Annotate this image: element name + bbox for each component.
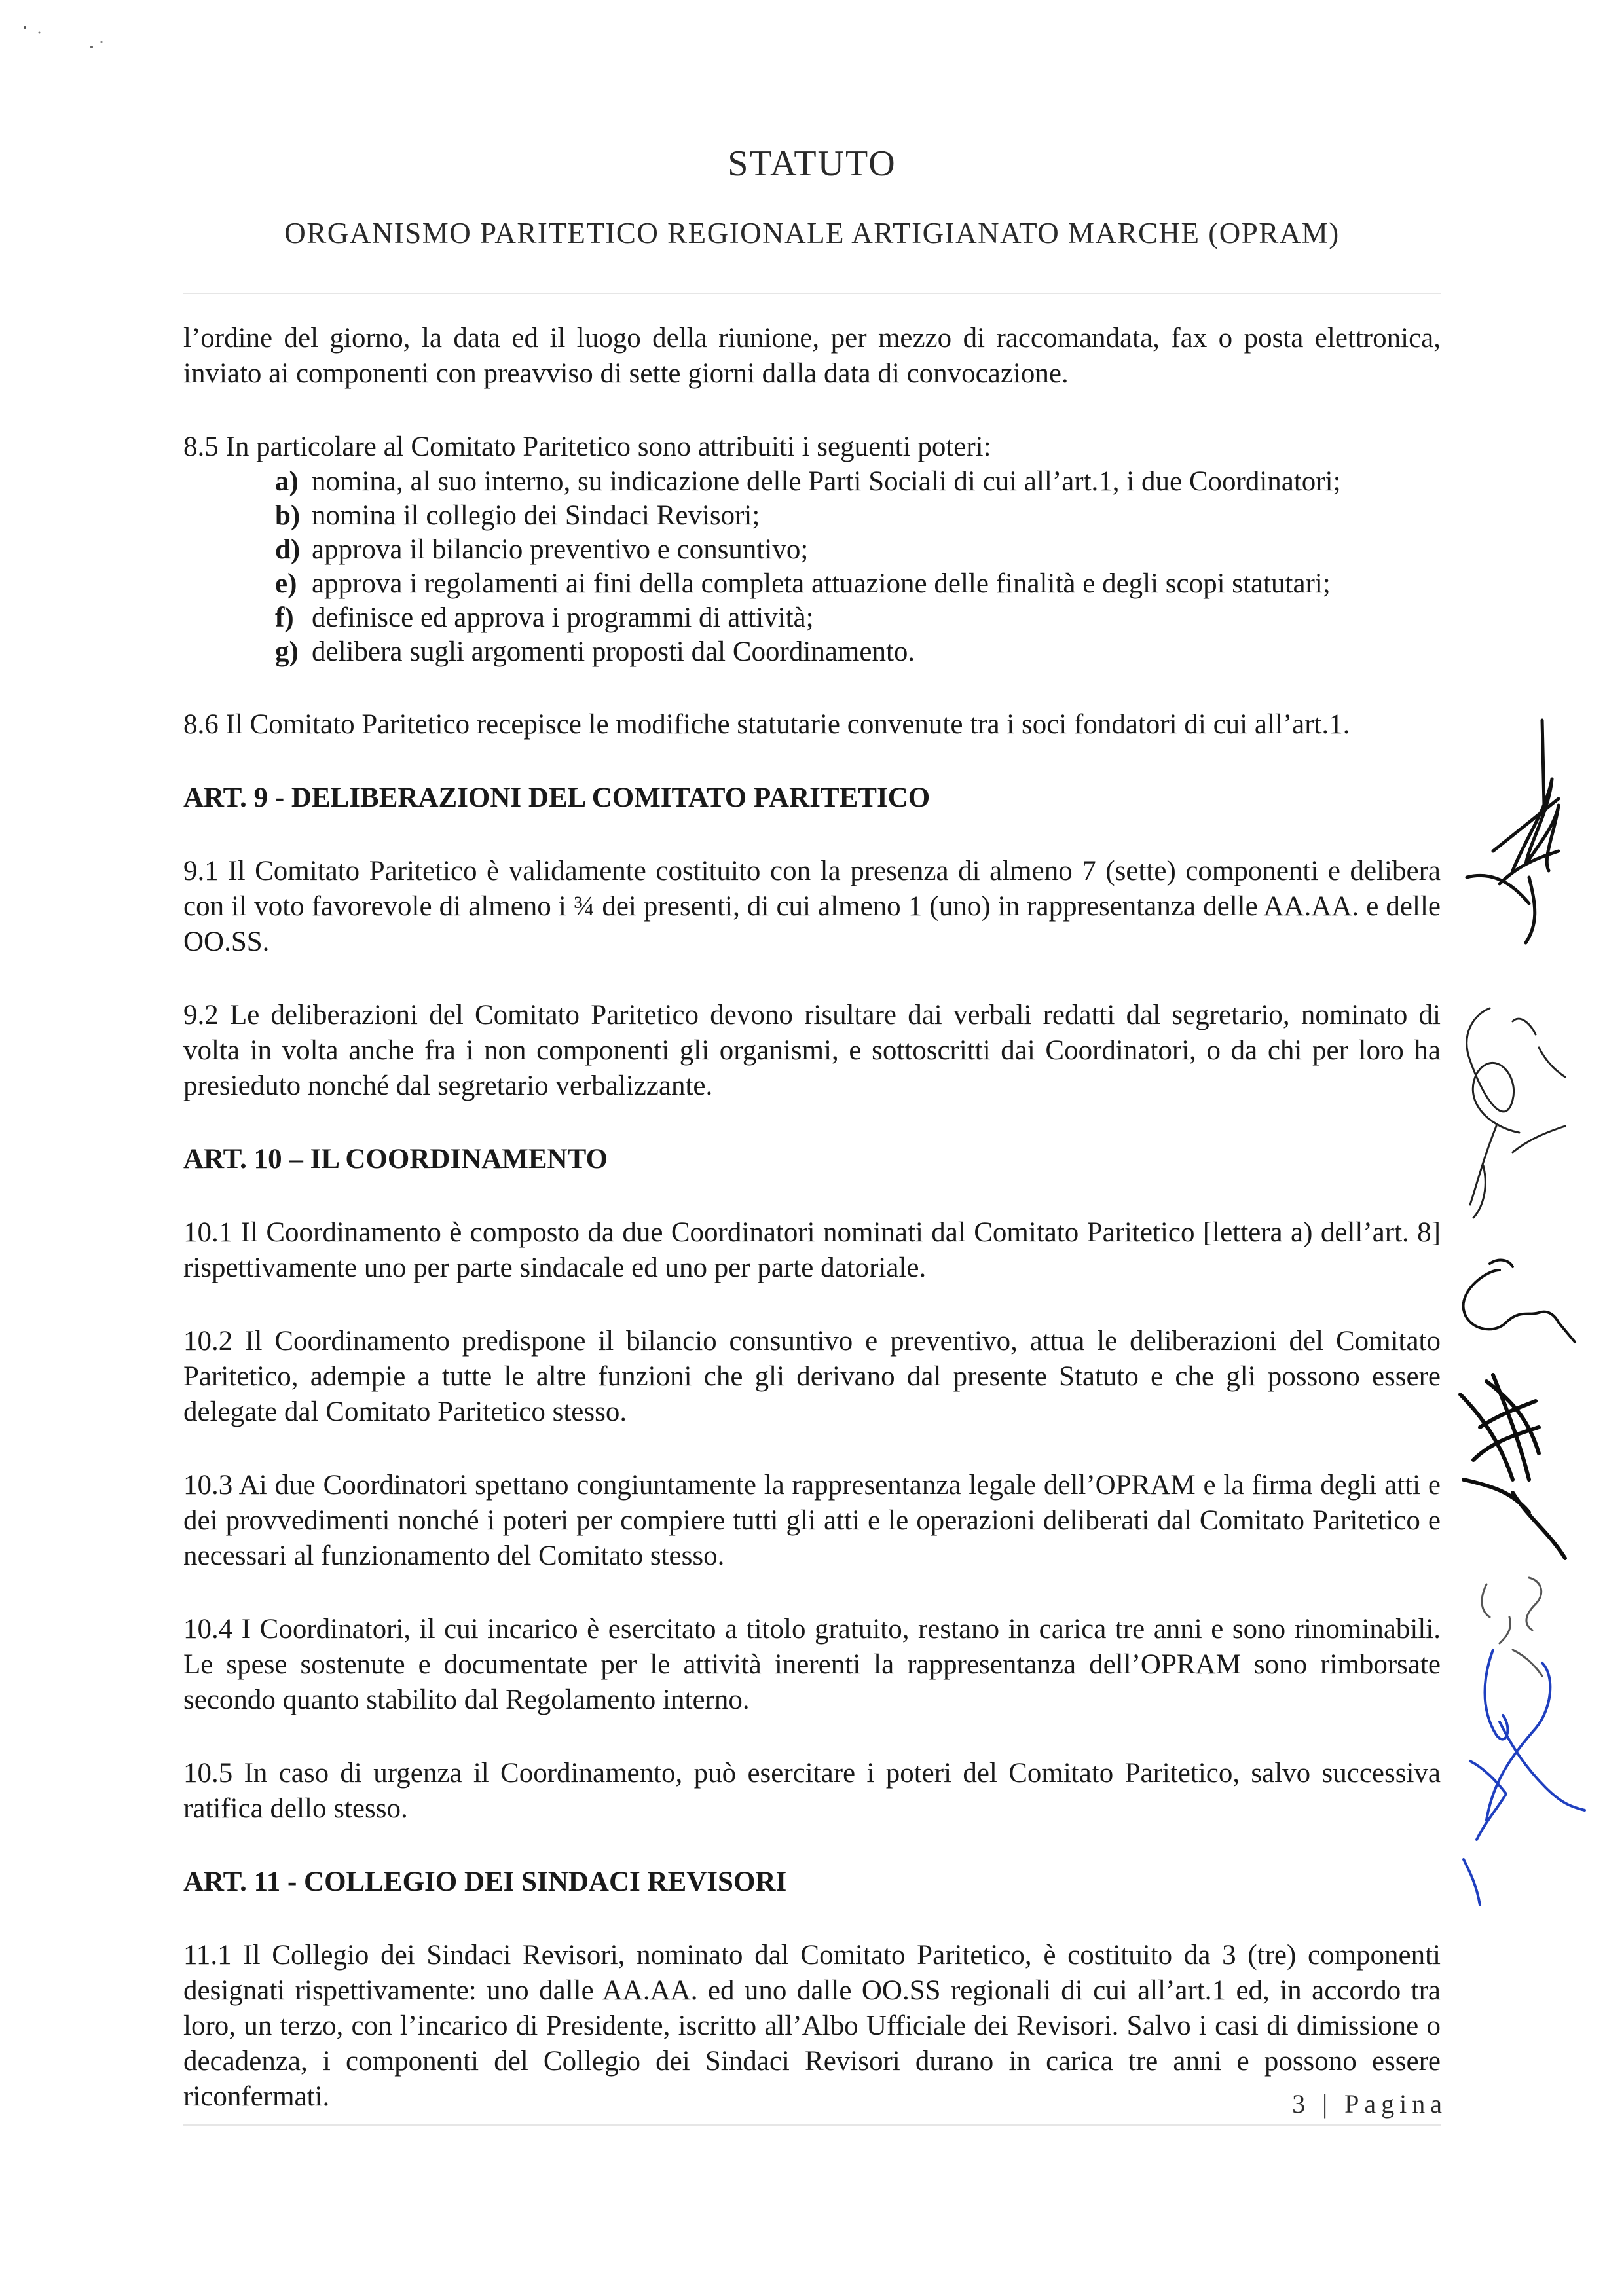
art-10-5-paragraph: 10.5 In caso di urgenza il Coordinamento, può esercitare i poteri del Comitato Paritetico, salvo successiva ratifica dello stesso. [183, 1758, 1441, 1824]
powers-list [183, 465, 1441, 669]
list-item [275, 567, 1441, 601]
signature-mark [1467, 720, 1559, 943]
list-item [275, 465, 1441, 499]
list-item [275, 533, 1441, 567]
header-divider [183, 293, 1441, 294]
list-item [275, 499, 1441, 533]
document-title: STATUTO [728, 143, 896, 184]
signature-mark [1460, 1375, 1565, 1558]
signature-mark [1464, 1260, 1575, 1342]
art-11-1-paragraph: 11.1 Il Collegio dei Sindaci Revisori, nominato dal Comitato Paritetico, è costituito da 3 (tre) componenti designati rispettivamente: uno dalle AA.AA. ed uno dalle OO.SS regionali di cui all’art.1 ed, in accordo tra loro, un terzo, con l’incarico di Presidente, iscritto all’Albo Ufficiale dei Revisori. Salvo i casi di dimissione o decadenza, i componenti del Collegio dei Sindaci Revisori durano in carica tre anni e possono essere riconfermati. [183, 1940, 1441, 2112]
art-10-1-paragraph: 10.1 Il Coordinamento è composto da due Coordinatori nominati dal Comitato Paritetico [lettera a) dell’art. 8] rispettivamente uno per parte sindacale ed uno per parte datoriale. [183, 1217, 1441, 1283]
art-11-heading: ART. 11 - COLLEGIO DEI SINDACI REVISORI [183, 1867, 787, 1897]
list-text: delibera sugli argomenti proposti dal Coordinamento. [312, 636, 915, 667]
section-8-6-paragraph: 8.6 Il Comitato Paritetico recepisce le modifiche statutarie convenute tra i soci fondatori di cui all’art.1. [183, 709, 1350, 740]
signature-mark [1467, 1008, 1565, 1218]
art-9-2-paragraph: 9.2 Le deliberazioni del Comitato Paritetico devono risultare dai verbali redatti dal segretario, nominato di volta in volta anche fra i non componenti gli organismi, e sottoscritti dai Coordinatori, o da chi per loro ha presieduto nonché dal segretario verbalizzante. [183, 1000, 1441, 1101]
list-letter: d) [275, 534, 301, 565]
list-text: nomina il collegio dei Sindaci Revisori; [312, 500, 760, 531]
list-letter: b) [275, 500, 301, 531]
section-8-5-intro: 8.5 In particolare al Comitato Paritetico sono attribuiti i seguenti poteri: [183, 431, 991, 462]
art-9-heading: ART. 9 - DELIBERAZIONI DEL COMITATO PARITETICO [183, 782, 931, 813]
list-letter: f) [275, 602, 294, 633]
footer-divider [183, 2124, 1441, 2126]
art-9-1-paragraph: 9.1 Il Comitato Paritetico è validamente costituito con la presenza di almeno 7 (sette) componenti e delibera con il voto favorevole di almeno i ¾ dei presenti, di cui almeno 1 (uno) in rappresentanza delle AA.AA. e delle OO.SS. [183, 856, 1441, 957]
continuation-paragraph: l’ordine del giorno, la data ed il luogo della riunione, per mezzo di raccomandata, fax o posta elettronica, inviato ai componenti con preavviso di sette giorni dalla data di convocazione. [183, 323, 1441, 389]
signature-mark [1464, 1650, 1585, 1905]
art-10-heading: ART. 10 – IL COORDINAMENTO [183, 1144, 608, 1175]
scan-specks [13, 13, 111, 65]
list-text: approva il bilancio preventivo e consuntivo; [312, 534, 809, 565]
list-letter: a) [275, 466, 299, 497]
list-letter: g) [275, 636, 299, 667]
signature-mark [1482, 1578, 1542, 1676]
list-item [275, 601, 1441, 635]
art-10-4-paragraph: 10.4 I Coordinatori, il cui incarico è esercitato a titolo gratuito, restano in carica tre anni e sono rinominabili. Le spese sostenute e documentate per le attività inerenti la rappresentanza dell’OPRAM sono rimborsate secondo quanto stabilito dal Regolamento interno. [183, 1614, 1441, 1715]
list-letter: e) [275, 568, 297, 599]
art-10-3-paragraph: 10.3 Ai due Coordinatori spettano congiuntamente la rappresentanza legale dell’OPRAM e la firma degli atti e dei provvedimenti nonché i poteri per compiere tutti gli atti e le operazioni deliberati dal Comitato Paritetico e necessari al funzionamento del Comitato stesso. [183, 1470, 1441, 1571]
page-number: 3 | Pagina [1292, 2089, 1447, 2119]
list-text: definisce ed approva i programmi di attività; [312, 602, 814, 633]
document-body [183, 321, 1441, 2153]
art-10-2-paragraph: 10.2 Il Coordinamento predispone il bilancio consuntivo e preventivo, attua le deliberazioni del Comitato Paritetico, adempie a tutte le altre funzioni che gli derivano dal presente Statuto e che gli possono essere delegate dal Comitato Paritetico stesso. [183, 1326, 1441, 1427]
list-text: nomina, al suo interno, su indicazione delle Parti Sociali di cui all’art.1, i due Coordinatori; [312, 466, 1341, 497]
list-text: approva i regolamenti ai fini della completa attuazione delle finalità e degli scopi statutari; [312, 568, 1331, 599]
document-subtitle: ORGANISMO PARITETICO REGIONALE ARTIGIANATO MARCHE (OPRAM) [284, 217, 1340, 249]
margin-signatures [1414, 707, 1624, 1990]
list-item [275, 635, 1441, 669]
